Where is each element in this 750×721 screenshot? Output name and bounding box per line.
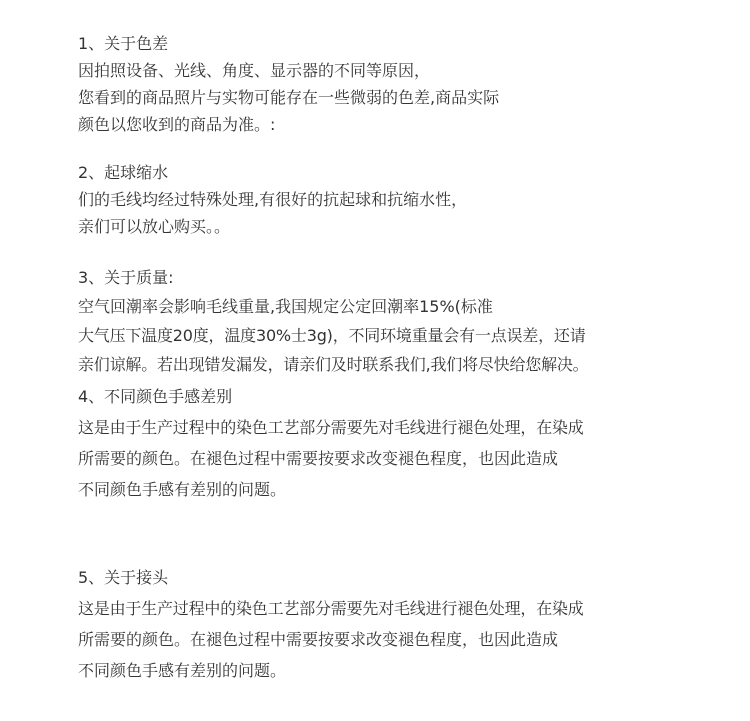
paragraph-line: 所需要的颜色。在褪色过程中需要按要求改变褪色程度，也因此造成 bbox=[78, 449, 559, 468]
paragraph-line: 亲们谅解。若出现错发漏发，请亲们及时联系我们,我们将尽快给您解决。 bbox=[78, 355, 589, 374]
section-quality bbox=[78, 268, 738, 375]
section-color-difference bbox=[78, 34, 738, 135]
section-heading: 1、关于色差 bbox=[78, 34, 169, 53]
paragraph-line: 所需要的颜色。在褪色过程中需要按要求改变褪色程度，也因此造成 bbox=[78, 630, 559, 649]
paragraph-line: 颜色以您收到的商品为准。: bbox=[78, 115, 276, 134]
section-joints bbox=[78, 568, 738, 681]
paragraph-line: 不同颜色手感有差别的问题。 bbox=[78, 661, 287, 680]
paragraph-line: 这是由于生产过程中的染色工艺部分需要先对毛线进行褪色处理，在染成 bbox=[78, 599, 584, 618]
paragraph-line: 您看到的商品照片与实物可能存在一些微弱的色差,商品实际 bbox=[78, 88, 500, 107]
section-heading: 2、起球缩水 bbox=[78, 163, 169, 182]
section-pilling-shrinkage bbox=[78, 163, 738, 237]
paragraph-line: 们的毛线均经过特殊处理,有很好的抗起球和抗缩水性， bbox=[78, 190, 468, 209]
section-heading: 4、不同颜色手感差别 bbox=[78, 387, 233, 406]
paragraph-line: 因拍照设备、光线、角度、显示器的不同等原因， bbox=[78, 61, 431, 80]
section-heading: 5、关于接头 bbox=[78, 568, 169, 587]
paragraph-line: 亲们可以放心购买。。 bbox=[78, 217, 231, 236]
paragraph-line: 不同颜色手感有差别的问题。 bbox=[78, 480, 287, 499]
section-feel-difference bbox=[78, 387, 738, 500]
section-heading: 3、关于质量: bbox=[78, 268, 174, 287]
paragraph-line: 空气回潮率会影响毛线重量,我国规定公定回潮率15%(标准 bbox=[78, 297, 493, 316]
paragraph-line: 大气压下温度20度，温度30%士3g)，不同环境重量会有一点误差，还请 bbox=[78, 326, 586, 345]
paragraph-line: 这是由于生产过程中的染色工艺部分需要先对毛线进行褪色处理，在染成 bbox=[78, 418, 584, 437]
